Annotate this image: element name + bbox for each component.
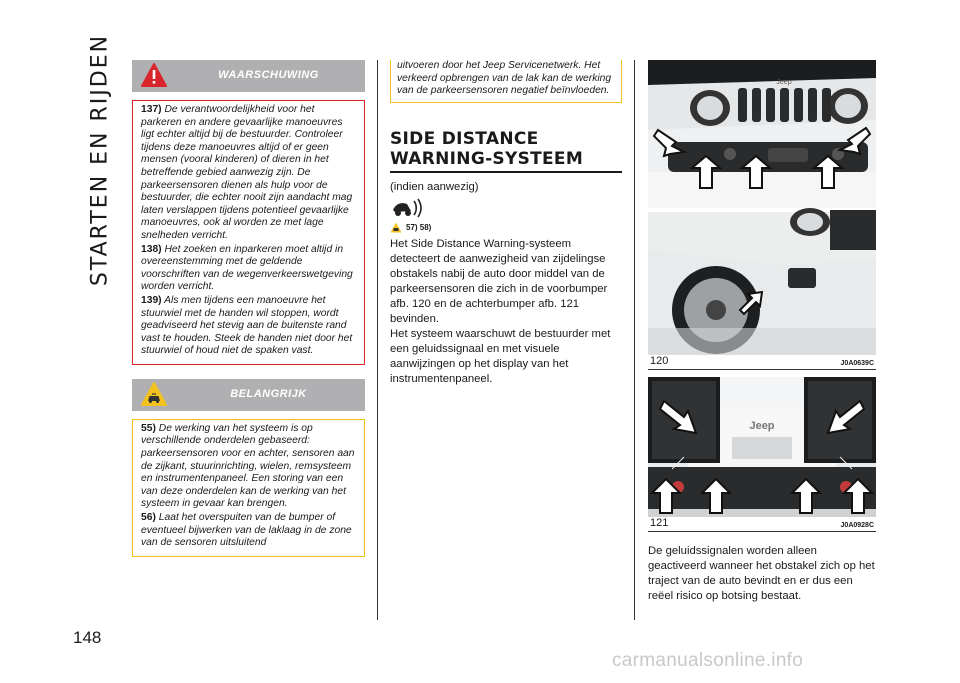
page-number: 148 — [73, 628, 102, 647]
section-heading: SIDE DISTANCE WARNING-SYSTEEM — [390, 128, 584, 169]
warning-title: WAARSCHUWING — [218, 69, 319, 81]
watermark: carmanualsonline.info — [612, 650, 804, 671]
important-note-56: 56) Laat het overspuiten van de bumper of eventueel bijwerken van de laklaag in de zone van de sensoren uitsluitend — [141, 512, 352, 549]
figure-120-code: J0A0639C — [840, 360, 874, 367]
svg-text:Jeep: Jeep — [749, 420, 775, 432]
figure-120-number: 120 — [650, 355, 669, 367]
important-box — [132, 419, 365, 557]
column-divider — [377, 60, 378, 620]
figure-121-image — [648, 377, 876, 517]
warning-note-138: 138) Het zoeken en inparkeren moet altijd in overeenstemming met de geldende voorschriften van de wegenverkeerswetgeving worden verricht. — [141, 243, 353, 293]
section-title: STARTEN EN RIJDEN — [87, 33, 113, 287]
side-distance-symbol — [390, 197, 622, 219]
column-middle — [390, 60, 622, 387]
warning-paragraph: Het systeem waarschuwt de bestuurder met een geluidssignaal en met visuele aanwijzingen op het display van het instrumentenpaneel. — [390, 327, 611, 385]
figure-120-caption — [648, 355, 876, 370]
figure-120-image — [648, 60, 876, 355]
side-sensor-icon — [390, 197, 424, 219]
warning-box — [132, 100, 365, 365]
important-note-continued: uitvoeren door het Jeep Servicenetwerk. Het verkeerd opbrengen van de lak kan de werking van de parkeersensoren negatief beïnvloeden. — [390, 60, 622, 103]
column-left — [132, 60, 365, 557]
warning-note-139: 139) Als men tijdens een manoeuvre het stuurwiel met de handen wil stoppen, wordt geadviseerd het stevig aan de buitenste rand vast te houden. Steek de handen niet door het stuurwiel of houd niet de spaken vast. — [141, 294, 353, 357]
heading-underline — [390, 171, 622, 173]
warning-note-137: 137) De verantwoordelijkheid voor het parkeren en andere gevaarlijke manoeuvres ligt echter altijd bij de bestuurder. Controleer tijdens deze manoeuvres altijd of er geen mensen (vooral kinderen) of dieren in het betreffende gebied aanwezig zijn. De parkeersensoren dienen als hulp voor de bestuurder, die echter nooit zijn aandacht mag laten verslappen tijdens potentieel gevaarlijke manoeuvres, ook al worden ze met lage snelheden verricht. — [141, 104, 353, 241]
important-note-55: 55) De werking van het systeem is op verschillende onderdelen gebaseerd: parkeersensoren voor en achter, sensoren aan de zijkant, stuurinrichting, wielen, remsysteem en instrumentenpaneel. Een storing van een van deze onderdelen kan de werking van het systeem in gevaar kan brengen. — [141, 422, 355, 510]
important-header — [132, 379, 365, 411]
references: 57) 58) — [390, 219, 622, 237]
figure-121-code: J0A0928C — [840, 522, 874, 529]
figure-121-number: 121 — [650, 517, 669, 529]
figure-121-caption — [648, 517, 876, 532]
intro-paragraph: Het Side Distance Warning-systeem detecteert de aanwezigheid van zijdelingse obstakels nabij de auto door middel van de parkeersensoren die zich in de voorbumper afb. 120 en de achterbumper afb. 121 bevinden. — [390, 237, 608, 325]
caution-small-icon — [390, 222, 402, 233]
important-title: BELANGRIJK — [230, 387, 307, 400]
column-divider — [634, 60, 635, 620]
closing-paragraph: De geluidssignalen worden alleen geactiveerd wanneer het obstakel zich op het traject van de auto bevindt en er dus een reëel risico op botsing bestaat. — [648, 545, 875, 602]
svg-text:Jeep: Jeep — [776, 79, 792, 86]
column-right — [648, 60, 876, 604]
availability-note: (indien aanwezig) — [390, 180, 479, 193]
warning-header — [132, 60, 365, 92]
